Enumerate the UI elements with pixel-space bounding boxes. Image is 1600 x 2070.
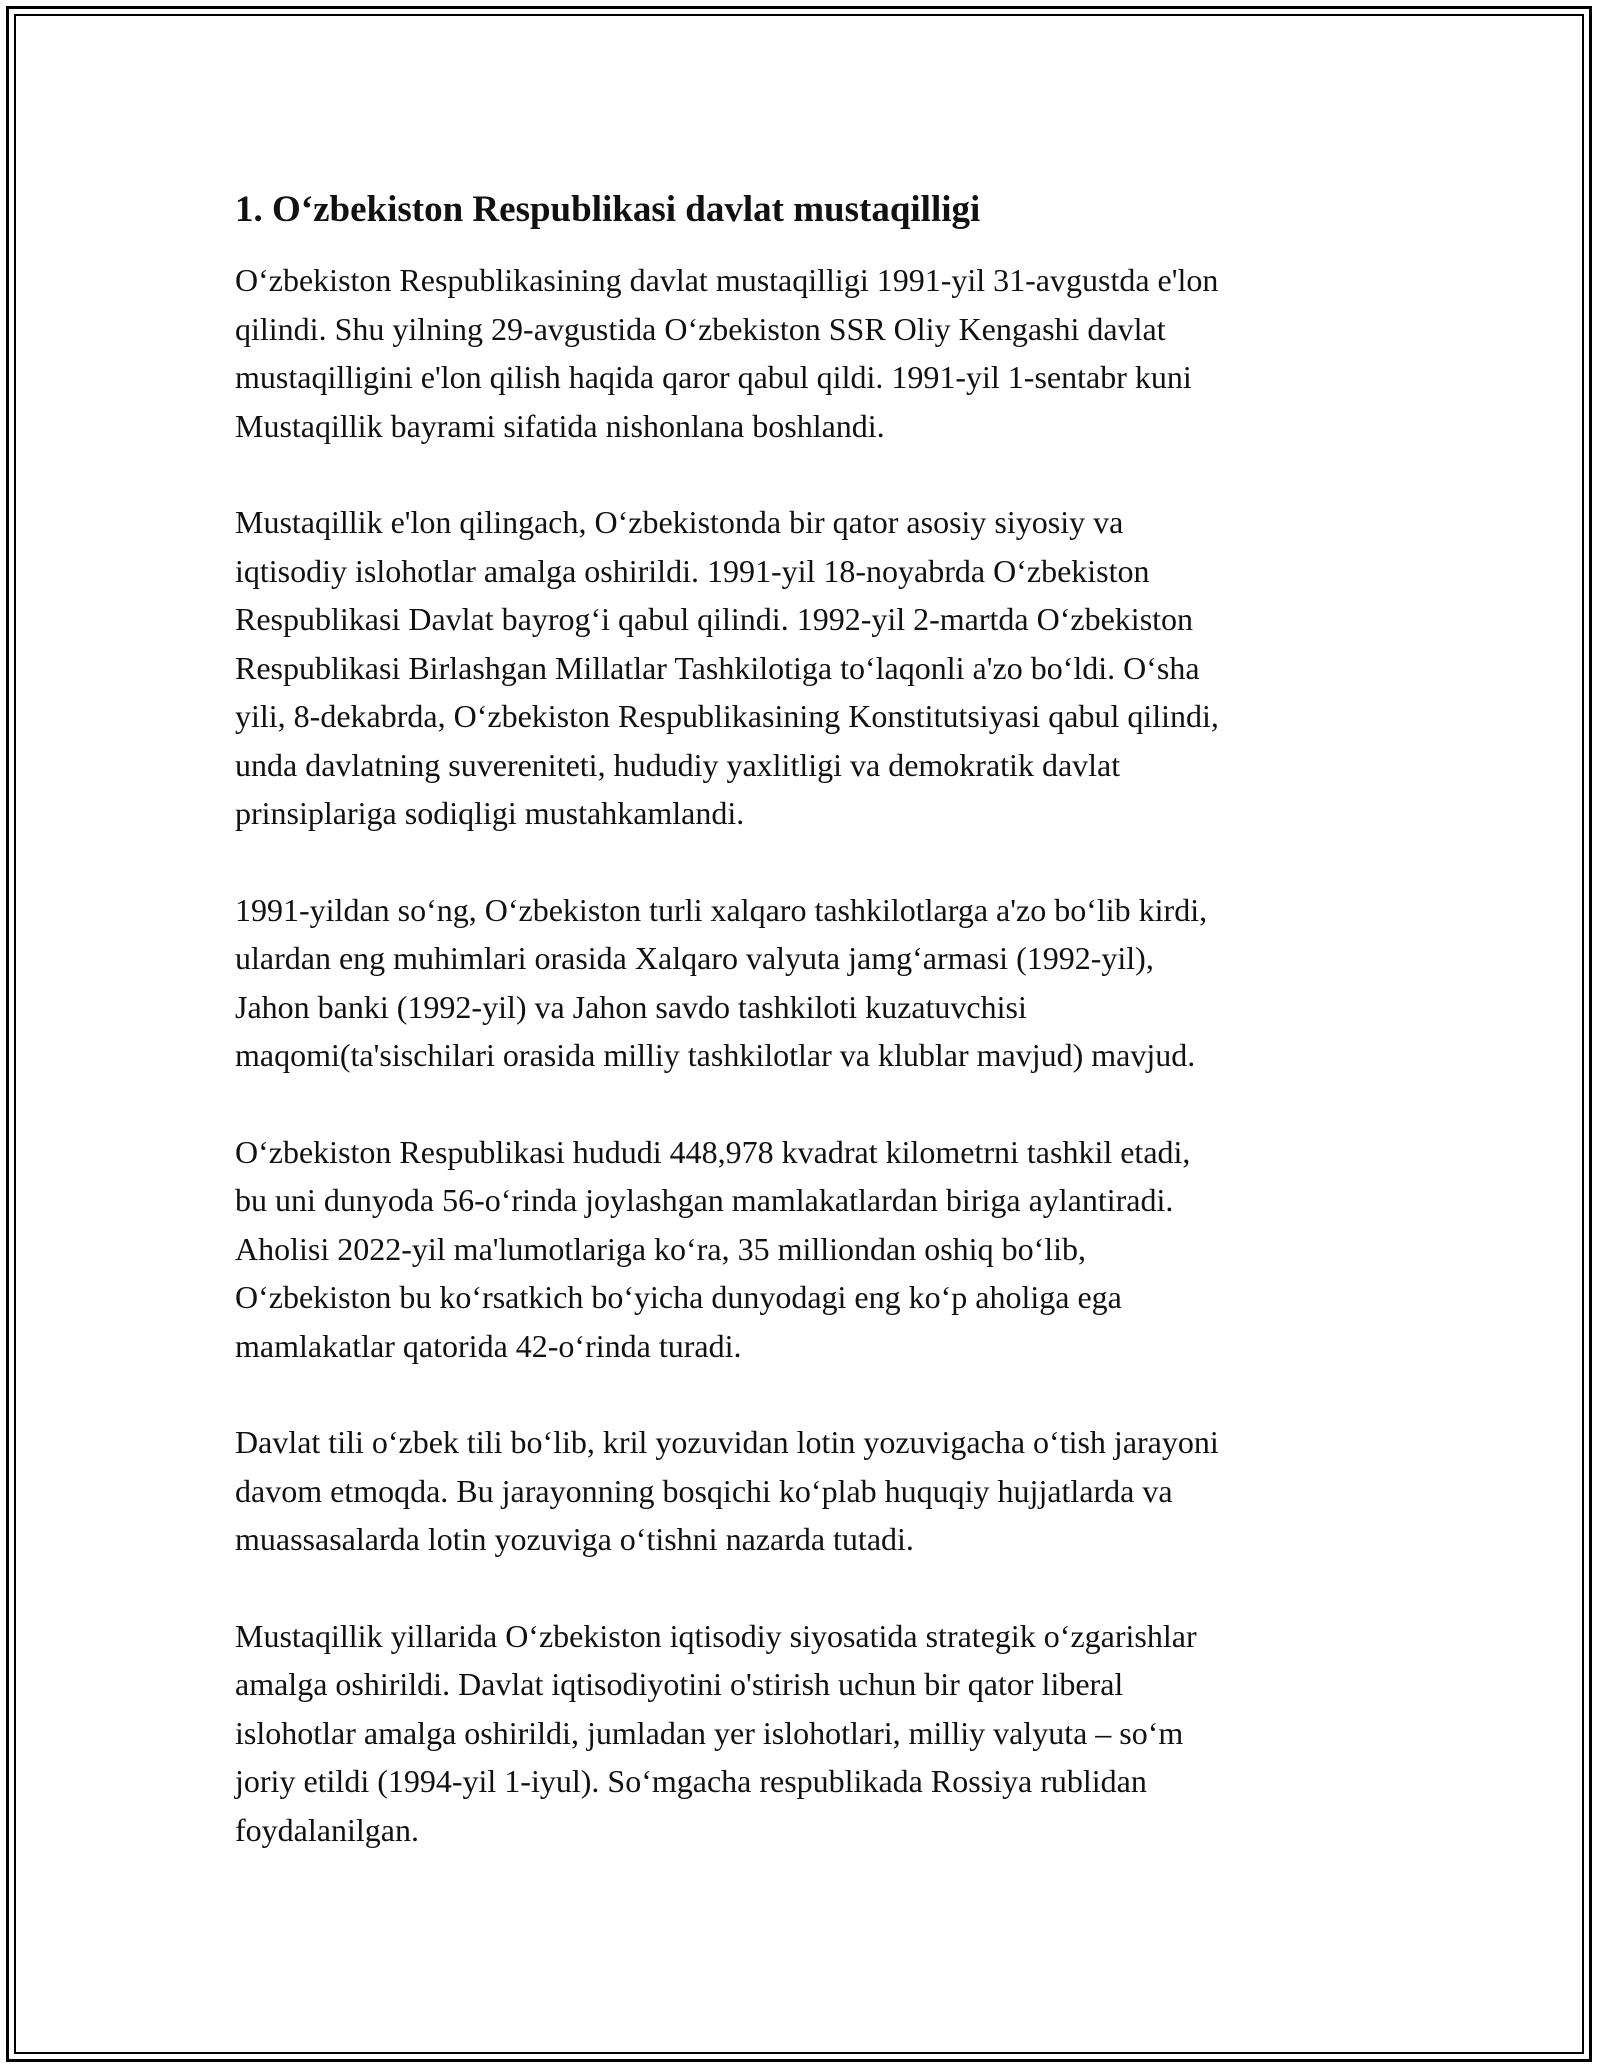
paragraph-reforms bbox=[235, 498, 1370, 838]
paragraph-line: mustaqilligini e'lon qilish haqida qaror qabul qildi. 1991-yil 1-sentabr kuni bbox=[235, 359, 1192, 395]
document-body bbox=[235, 186, 1370, 1902]
section-heading: 1. O‘zbekiston Respublikasi davlat mustaqilligi bbox=[235, 189, 981, 230]
paragraph-line: Davlat tili o‘zbek tili bo‘lib, kril yozuvidan lotin yozuvigacha o‘tish jarayoni bbox=[235, 1424, 1219, 1460]
paragraph-line: davom etmoqda. Bu jarayonning bosqichi ko‘plab huquqiy hujjatlarda va bbox=[235, 1472, 1173, 1509]
paragraph-line: unda davlatning suvereniteti, hududiy yaxlitligi va demokratik davlat bbox=[235, 746, 1121, 783]
paragraph-line: Aholisi 2022-yil ma'lumotlariga ko‘ra, 35 milliondan oshiq bo‘lib, bbox=[235, 1230, 1086, 1267]
paragraph-independence-declaration bbox=[235, 256, 1370, 450]
paragraph-line: Jahon banki (1992-yil) va Jahon savdo tashkiloti kuzatuvchisi bbox=[235, 988, 1027, 1025]
paragraph-line: qilindi. Shu yilning 29-avgustida O‘zbekiston SSR Oliy Kengashi davlat bbox=[235, 310, 1166, 347]
paragraph-territory-population bbox=[235, 1128, 1370, 1371]
paragraph-line: ulardan eng muhimlari orasida Xalqaro valyuta jamg‘armasi (1992-yil), bbox=[235, 940, 1154, 976]
paragraph-line: maqomi(ta'sischilari orasida milliy tashkilotlar va klublar mavjud) mavjud. bbox=[235, 1037, 1196, 1073]
paragraph-line: O‘zbekiston Respublikasi hududi 448,978 kvadrat kilometrni tashkil etadi, bbox=[235, 1133, 1191, 1170]
paragraph-line: joriy etildi (1994-yil 1-iyul). So‘mgacha respublikada Rossiya rublidan bbox=[235, 1763, 1147, 1799]
paragraph-line: Mustaqillik bayrami sifatida nishonlana boshlandi. bbox=[235, 407, 885, 444]
paragraph-state-language bbox=[235, 1418, 1370, 1564]
paragraph-line: muassasalarda lotin yozuviga o‘tishni nazarda tutadi. bbox=[235, 1521, 914, 1557]
paragraph-line: Respublikasi Davlat bayrog‘i qabul qilindi. 1992-yil 2-martda O‘zbekiston bbox=[235, 601, 1194, 637]
paragraph-economic-policy bbox=[235, 1612, 1370, 1855]
paragraph-international-organizations bbox=[235, 886, 1370, 1080]
paragraph-line: bu uni dunyoda 56-o‘rinda joylashgan mamlakatlardan biriga aylantiradi. bbox=[235, 1182, 1174, 1218]
paragraph-line: foydalanilgan. bbox=[235, 1811, 419, 1848]
paragraph-line: Respublikasi Birlashgan Millatlar Tashkilotiga to‘laqonli a'zo bo‘ldi. O‘sha bbox=[235, 649, 1200, 686]
paragraph-line: O‘zbekiston bu ko‘rsatkich bo‘yicha dunyodagi eng ko‘p aholiga ega bbox=[235, 1279, 1122, 1315]
paragraph-line: mamlakatlar qatorida 42-o‘rinda turadi. bbox=[235, 1327, 742, 1364]
paragraph-line: islohotlar amalga oshirildi, jumladan yer islohotlari, milliy valyuta – so‘m bbox=[235, 1714, 1184, 1751]
paragraph-line: 1991-yildan so‘ng, O‘zbekiston turli xalqaro tashkilotlarga a'zo bo‘lib kirdi, bbox=[235, 891, 1208, 928]
paragraph-line: Mustaqillik e'lon qilingach, O‘zbekistonda bir qator asosiy siyosiy va bbox=[235, 504, 1124, 540]
paragraph-line: iqtisodiy islohotlar amalga oshirildi. 1991-yil 18-noyabrda O‘zbekiston bbox=[235, 552, 1150, 589]
paragraph-line: Mustaqillik yillarida O‘zbekiston iqtisodiy siyosatida strategik o‘zgarishlar bbox=[235, 1617, 1197, 1654]
paragraph-line: yili, 8-dekabrda, O‘zbekiston Respublikasining Konstitutsiyasi qabul qilindi, bbox=[235, 698, 1219, 734]
paragraph-line: amalga oshirildi. Davlat iqtisodiyotini o'stirish uchun bir qator liberal bbox=[235, 1666, 1124, 1702]
paragraph-line: O‘zbekiston Respublikasining davlat mustaqilligi 1991-yil 31-avgustda e'lon bbox=[235, 262, 1219, 298]
paragraph-line: prinsiplariga sodiqligi mustahkamlandi. bbox=[235, 795, 745, 831]
